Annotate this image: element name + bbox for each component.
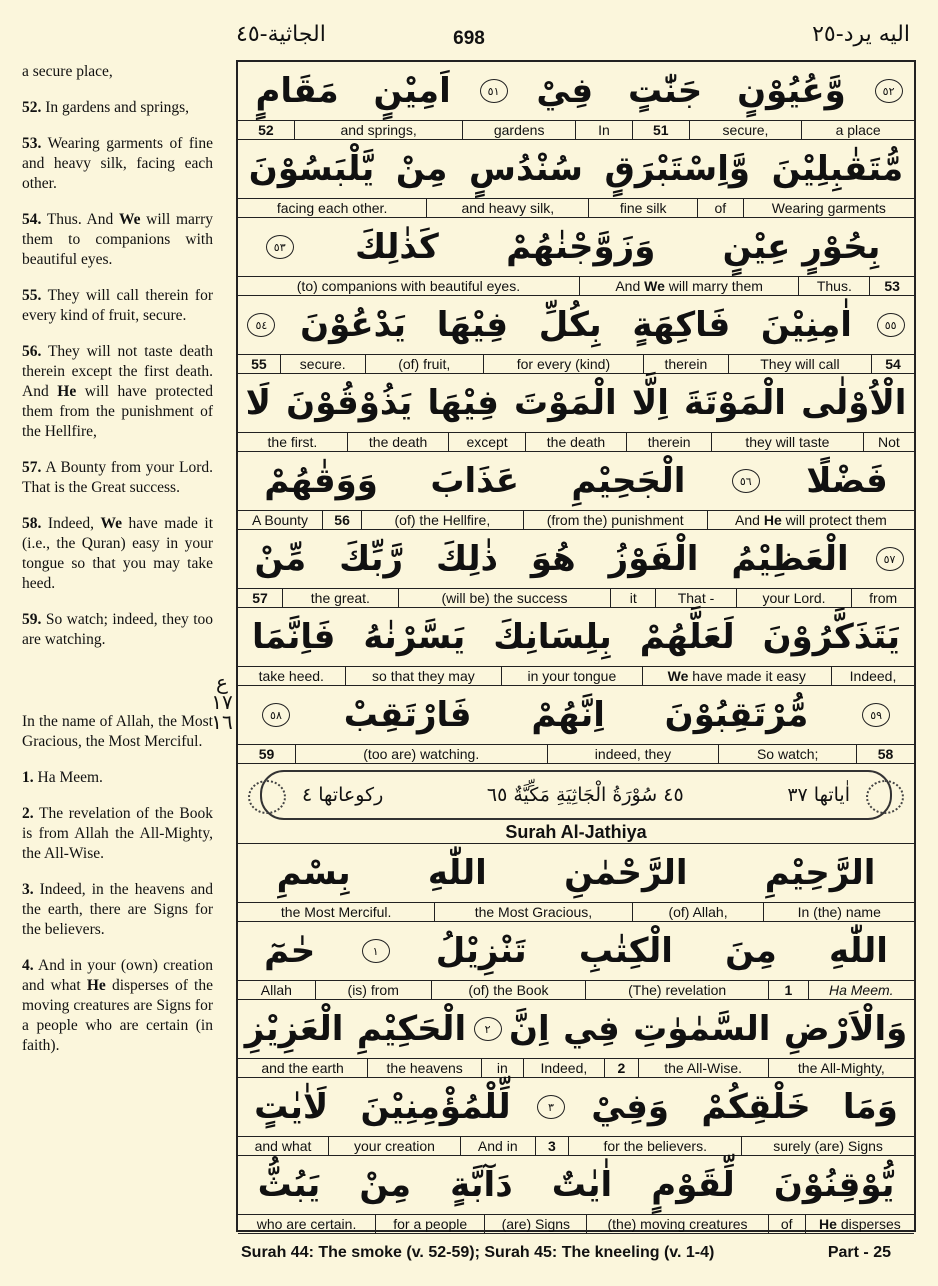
translation-cell: secure.: [281, 355, 366, 374]
translation-cell: (to) companions with beautiful eyes.: [238, 277, 580, 296]
translation-cell: We have made it easy: [643, 667, 832, 686]
arabic-line: [238, 296, 914, 354]
arabic-word: ذٰلِكَ: [436, 539, 498, 579]
arabic-word: خَلْقِكُمْ: [701, 1087, 811, 1127]
translation-cell: So watch;: [719, 745, 857, 764]
verse-number: 56.: [22, 343, 42, 360]
translation-cell: And We will marry them: [580, 277, 800, 296]
translation-line: [238, 510, 914, 530]
arabic-word: يَّلْبَسُوْنَ: [248, 149, 375, 189]
verse-number: 3.: [22, 881, 34, 898]
translation-cell: (of) the Book: [432, 981, 586, 1000]
translation-cell: they will taste: [712, 433, 864, 452]
translation-cell: (is) from: [316, 981, 432, 1000]
commentary-text: Indeed, We have made it (i.e., the Quran) easy in your tongue so that you may take heed.: [22, 515, 214, 592]
verse-row: [238, 218, 914, 296]
arabic-word: لَعَلَّهُمْ: [639, 617, 735, 657]
verse-row: [238, 922, 914, 1000]
verse-number: 4.: [22, 957, 34, 974]
arabic-word: مِنْ: [395, 149, 448, 189]
translation-cell: for every (kind): [484, 355, 644, 374]
arabic-line: [238, 452, 914, 510]
arabic-word: لِّقَوْمٍ: [651, 1165, 735, 1205]
arabic-word: فَضْلًا: [806, 461, 888, 501]
arabic-word: يَتَذَكَّرُوْنَ: [762, 617, 901, 657]
translation-cell: the Most Merciful.: [238, 903, 435, 922]
footer-part: Part - 25: [827, 1244, 891, 1261]
commentary-paragraph: [22, 134, 213, 194]
translation-line: [238, 1136, 914, 1156]
arabic-word: اٰمِنِيْنَ: [760, 305, 852, 345]
arabic-word: بِحُوْرٍ عِيْنٍ: [722, 227, 881, 267]
arabic-line: [238, 374, 914, 432]
translation-cell: 55: [238, 355, 281, 374]
arabic-word: الْحَكِيْمِ: [356, 1009, 467, 1049]
surah-banner: [260, 770, 892, 820]
arabic-word: اَمِيْنٍ: [373, 71, 451, 111]
translation-cell: the death: [348, 433, 450, 452]
arabic-word: يُّوْقِنُوْنَ: [773, 1165, 895, 1205]
translation-cell: in: [482, 1059, 523, 1078]
translation-cell: (from the) punishment: [524, 511, 708, 530]
verse-row: [238, 374, 914, 452]
arabic-line: [238, 530, 914, 588]
translation-cell: therein: [644, 355, 729, 374]
translation-cell: (of) the Hellfire,: [362, 511, 523, 530]
verse-marker: ٥٢: [875, 79, 903, 103]
translation-line: [238, 1058, 914, 1078]
arabic-word: وَوَقٰهُمْ: [264, 461, 378, 501]
arabic-word: الرَّحْمٰنِ: [564, 853, 688, 893]
translation-cell: Allah: [238, 981, 316, 1000]
verse-number: 52.: [22, 99, 42, 116]
verse-marker: ٥٥: [877, 313, 905, 337]
arabic-word: يَذُوْقُوْنَ: [286, 383, 413, 423]
commentary-text: In gardens and springs,: [45, 99, 190, 116]
arabic-line: [238, 1000, 914, 1058]
verse-number: 55.: [22, 287, 42, 304]
arabic-word: فَارْتَقِبْ: [343, 695, 472, 735]
arabic-word: الْعَظِيْمُ: [731, 539, 849, 579]
arabic-word: وَمَا: [842, 1087, 898, 1127]
verse-row: [238, 530, 914, 608]
translation-cell: your creation: [329, 1137, 461, 1156]
translation-cell: who are certain.: [238, 1215, 376, 1234]
translation-cell: in your tongue: [502, 667, 642, 686]
translation-cell: indeed, they: [548, 745, 720, 764]
commentary-text: They will not taste death therein except the first death. And He will have protected them from the punishment of the Hellfire,: [22, 343, 213, 440]
arabic-word: كَذٰلِكَ: [354, 227, 439, 267]
arabic-word: اِلَّا: [631, 383, 669, 423]
translation-line: [238, 354, 914, 374]
translation-cell: That -: [656, 589, 736, 608]
commentary-text: Ha Meem.: [37, 769, 103, 786]
translation-cell: Not: [877, 434, 900, 450]
translation-cell: 1: [769, 981, 808, 1000]
translation-cell: for a people: [376, 1215, 485, 1234]
arabic-word: عَذَابَ: [430, 461, 519, 501]
verse-row: [238, 844, 914, 922]
verse-number: 54.: [22, 211, 42, 228]
arabic-word: دَآبَّةٍ: [450, 1165, 513, 1205]
verse-marker: ٥٨: [262, 703, 290, 727]
commentary-text: In the name of Allah, the Most Gracious, the Most Merciful.: [22, 713, 213, 750]
arabic-word: الْجَحِيْمِ: [571, 461, 686, 501]
arabic-word: تَنْزِيْلُ: [435, 931, 527, 971]
translation-cell: Indeed,: [524, 1059, 606, 1078]
translation-cell: (of) Allah,: [633, 903, 765, 922]
translation-cell: 58: [877, 746, 894, 762]
surah-name: Surah Al-Jathiya: [505, 822, 647, 842]
translation-cell: And in: [461, 1137, 536, 1156]
translation-line: [238, 1214, 914, 1234]
arabic-line: [238, 608, 914, 666]
arabic-word: بِكُلِّ: [538, 305, 602, 345]
arabic-word: مُّرْتَقِبُوْنَ: [664, 695, 809, 735]
verse-row: [238, 1156, 914, 1234]
commentary-text: The revelation of the Book is from Allah the All-Mighty, the All-Wise.: [22, 805, 213, 862]
translation-line: [238, 198, 914, 218]
arabic-word: اٰيٰتٌ: [551, 1165, 613, 1205]
verse-row: [238, 62, 914, 140]
translation-cell: and heavy silk,: [427, 199, 589, 218]
verse-marker: ٢: [474, 1017, 502, 1041]
arabic-word: لِّلْمُؤْمِنِيْنَ: [360, 1087, 511, 1127]
arabic-word: لَا: [245, 383, 271, 423]
verse-marker: ٥٦: [732, 469, 760, 493]
translation-cell: from: [869, 590, 898, 606]
banner-verse-count: اٰياتها ٣٧: [787, 784, 850, 806]
surah-header-arabic: الجاثية-٤٥: [236, 22, 326, 47]
part-header-arabic: اليه يرد-٢٥: [812, 22, 910, 47]
translation-cell: the heavens: [368, 1059, 482, 1078]
translation-line: [238, 902, 914, 922]
verse-marker: ٥٩: [862, 703, 890, 727]
translation-cell: In (the) name: [797, 904, 881, 920]
arabic-word: فَاِنَّمَا: [252, 617, 336, 657]
arabic-word: مَقَامٍ: [255, 71, 339, 111]
arabic-word: مُّتَقٰبِلِيْنَ: [771, 149, 904, 189]
commentary-text: a secure place,: [22, 63, 113, 80]
arabic-word: بِلِسَانِكَ: [493, 617, 612, 657]
translation-cell: 51: [633, 121, 690, 140]
translation-cell: secure,: [690, 121, 803, 140]
translation-cell: 56: [323, 511, 362, 530]
translation-line: [238, 588, 914, 608]
commentary-text: And in your (own) creation and what He disperses of the moving creatures are Signs for a people who are certain (in faith).: [22, 957, 213, 1054]
surah-banner-row: [238, 764, 914, 844]
arabic-word: فَاكِهَةٍ: [632, 305, 731, 345]
verse-row: [238, 296, 914, 374]
verse-row: [238, 140, 914, 218]
translation-cell: your Lord.: [737, 589, 853, 608]
arabic-word: اللّٰهِ: [828, 931, 888, 971]
arabic-line: [238, 922, 914, 980]
commentary-text: Thus. And We will marry them to companions with beautiful eyes.: [22, 211, 213, 268]
arabic-word: الْاُوْلٰى: [801, 383, 907, 423]
arabic-word: فِيْهَا: [436, 305, 509, 345]
translation-cell: 59: [238, 745, 296, 764]
commentary-paragraph: [22, 98, 213, 118]
verse-number: 53.: [22, 135, 42, 152]
arabic-word: وَفِيْ: [591, 1087, 670, 1127]
word-by-word-grid: [236, 60, 916, 1232]
arabic-line: [238, 1078, 914, 1136]
arabic-line: [238, 686, 914, 744]
translation-cell: the death: [526, 433, 628, 452]
translation-cell: 3: [536, 1137, 570, 1156]
arabic-word: اِنَّ: [508, 1009, 550, 1049]
translation-cell: And He will protect them: [735, 512, 887, 528]
footer-surah-info: Surah 44: The smoke (v. 52-59); Surah 45: The kneeling (v. 1-4): [241, 1244, 715, 1261]
page-number: 698: [453, 28, 485, 49]
arabic-word: الْعَزِيْزِ: [244, 1009, 344, 1049]
commentary-text: So watch; indeed, they too are watching.: [22, 611, 213, 648]
arabic-word: مِنْ: [359, 1165, 412, 1205]
arabic-word: فِي: [563, 1009, 620, 1049]
commentary-paragraph: [22, 880, 213, 940]
verse-number: 57.: [22, 459, 42, 476]
translation-cell: 57: [238, 589, 283, 608]
arabic-word: يَسَّرْنٰهُ: [363, 617, 466, 657]
arabic-word: بِسْمِ: [276, 853, 351, 893]
verse-marker: ١: [362, 939, 390, 963]
commentary-paragraph: [22, 342, 213, 442]
translation-cell: facing each other.: [238, 199, 427, 218]
commentary-paragraph: [22, 804, 213, 864]
verse-marker: ٣: [537, 1095, 565, 1119]
arabic-word: الْفَوْزُ: [608, 539, 699, 579]
arabic-word: مِنَ: [725, 931, 777, 971]
commentary-text: Indeed, in the heavens and the earth, there are Signs for the believers.: [22, 881, 214, 938]
arabic-line: [238, 62, 914, 120]
translation-cell: it: [611, 589, 656, 608]
verse-row: [238, 608, 914, 686]
translation-cell: and the earth: [238, 1059, 368, 1078]
translation-cell: (will be) the success: [399, 589, 612, 608]
translation-cell: (of) fruit,: [366, 355, 484, 374]
commentary-paragraph: [22, 514, 213, 594]
arabic-word: سُنْدُسٍ: [469, 149, 583, 189]
verse-number: 2.: [22, 805, 34, 822]
arabic-line: [238, 218, 914, 276]
commentary-text: Wearing garments of fine and heavy silk, facing each other.: [22, 135, 213, 192]
translation-cell: fine silk: [589, 199, 698, 218]
commentary-paragraph: [22, 62, 213, 82]
arabic-word: اللّٰهِ: [427, 853, 487, 893]
translation-cell: except: [449, 433, 525, 452]
arabic-word: يَبُثُّ: [257, 1165, 321, 1205]
arabic-word: هُوَ: [530, 539, 576, 579]
translation-cell: for the believers.: [569, 1137, 742, 1156]
verse-row: [238, 686, 914, 764]
page-footer: [241, 1244, 891, 1262]
arabic-word: اِنَّهُمْ: [531, 695, 605, 735]
translation-cell: take heed.: [238, 667, 346, 686]
verse-number: 58.: [22, 515, 42, 532]
translation-cell: surely (are) Signs: [773, 1138, 883, 1154]
arabic-word: الْكِتٰبِ: [578, 931, 673, 971]
translation-cell: Ha Meem.: [828, 982, 894, 998]
arabic-word: الْمَوْتَةَ: [684, 383, 786, 423]
arabic-line: [238, 844, 914, 902]
translation-cell: so that they may: [346, 667, 503, 686]
arabic-word: رَّبِّكَ: [339, 539, 404, 579]
translation-cell: 53: [884, 278, 900, 294]
translation-cell: (the) moving creatures: [587, 1215, 768, 1234]
translation-cell: the great.: [283, 589, 399, 608]
arabic-word: جَنّٰتٍ: [627, 71, 703, 111]
translation-cell: Wearing garments: [771, 200, 886, 216]
arabic-line: [238, 140, 914, 198]
translation-cell: the Most Gracious,: [435, 903, 632, 922]
commentary-paragraph: [22, 956, 213, 1056]
translation-cell: therein: [627, 433, 712, 452]
verse-row: [238, 452, 914, 530]
verse-row: [238, 1078, 914, 1156]
translation-line: [238, 120, 914, 140]
arabic-word: الرَّحِيْمِ: [764, 853, 876, 893]
commentary-paragraph: [22, 712, 213, 752]
translation-cell: of: [698, 199, 744, 218]
arabic-word: حٰمٓ: [264, 931, 316, 971]
arabic-word: وَزَوَّجْنٰهُمْ: [506, 227, 656, 267]
commentary-paragraph: [22, 768, 213, 788]
translation-cell: (are) Signs: [485, 1215, 587, 1234]
arabic-word: فِيْهَا: [427, 383, 499, 423]
translation-cell: and what: [238, 1137, 329, 1156]
translation-line: [238, 744, 914, 764]
commentary-text: They will call therein for every kind of fruit, secure.: [22, 287, 213, 324]
commentary-text: A Bounty from your Lord. That is the Great success.: [22, 459, 213, 496]
translation-cell: A Bounty: [238, 511, 323, 530]
commentary-paragraph: [22, 210, 213, 270]
translation-cell: In: [576, 121, 633, 140]
arabic-word: السَّمٰوٰتِ: [633, 1009, 771, 1049]
commentary-paragraph: [22, 286, 213, 326]
banner-title: ٤٥ سُوْرَةُ الْجَاثِيَةِ مَكِّيَّةٌ ٦٥: [486, 784, 684, 806]
translation-cell: the first.: [238, 433, 348, 452]
arabic-word: وَالْاَرْضِ: [783, 1009, 908, 1049]
translation-cell: the All-Wise.: [639, 1059, 769, 1078]
verse-number: 59.: [22, 611, 42, 628]
translation-line: [238, 432, 914, 452]
verse-row: [238, 1000, 914, 1078]
arabic-word: الْمَوْتَ: [514, 383, 617, 423]
commentary-paragraph: [22, 458, 213, 498]
arabic-word: يَدْعُوْنَ: [300, 305, 407, 345]
translation-cell: They will call: [729, 355, 872, 374]
translation-cell: He disperses: [819, 1216, 901, 1232]
translation-cell: 54: [885, 356, 901, 372]
arabic-word: لَاٰيٰتٍ: [254, 1087, 329, 1127]
banner-ruku-count: ركوعاتها ٤: [302, 784, 384, 806]
verse-marker: ٥١: [480, 79, 508, 103]
arabic-word: وَّعُيُوْنٍ: [737, 71, 846, 111]
verse-marker: ٥٤: [247, 313, 275, 337]
verse-marker: ٥٣: [266, 235, 294, 259]
translation-cell: (The) revelation: [586, 981, 769, 1000]
arabic-word: وَّاِسْتَبْرَقٍ: [604, 149, 751, 189]
ruku-marker: ع ١٧ ١٦: [211, 670, 233, 734]
translation-cell: 2: [605, 1059, 638, 1078]
translation-cell: Indeed,: [849, 668, 897, 684]
translation-cell: (too are) watching.: [296, 745, 548, 764]
page-header: [0, 0, 938, 58]
translation-cell: gardens: [463, 121, 576, 140]
verse-number: 1.: [22, 769, 34, 786]
translation-cell: the All-Mighty,: [797, 1060, 885, 1076]
commentary-paragraph: [22, 610, 213, 650]
translation-cell: Thus.: [799, 277, 870, 296]
translation-line: [238, 276, 914, 296]
verse-marker: ٥٧: [876, 547, 904, 571]
translation-cell: a place: [835, 122, 881, 138]
translation-cell: 52: [238, 121, 295, 140]
arabic-line: [238, 1156, 914, 1214]
translation-cell: of: [769, 1215, 806, 1234]
translation-line: [238, 980, 914, 1000]
arabic-word: مِّنْ: [254, 539, 307, 579]
translation-line: [238, 666, 914, 686]
translation-cell: and springs,: [295, 121, 464, 140]
arabic-word: فِيْ: [536, 71, 594, 111]
commentary-column: [22, 62, 213, 1072]
